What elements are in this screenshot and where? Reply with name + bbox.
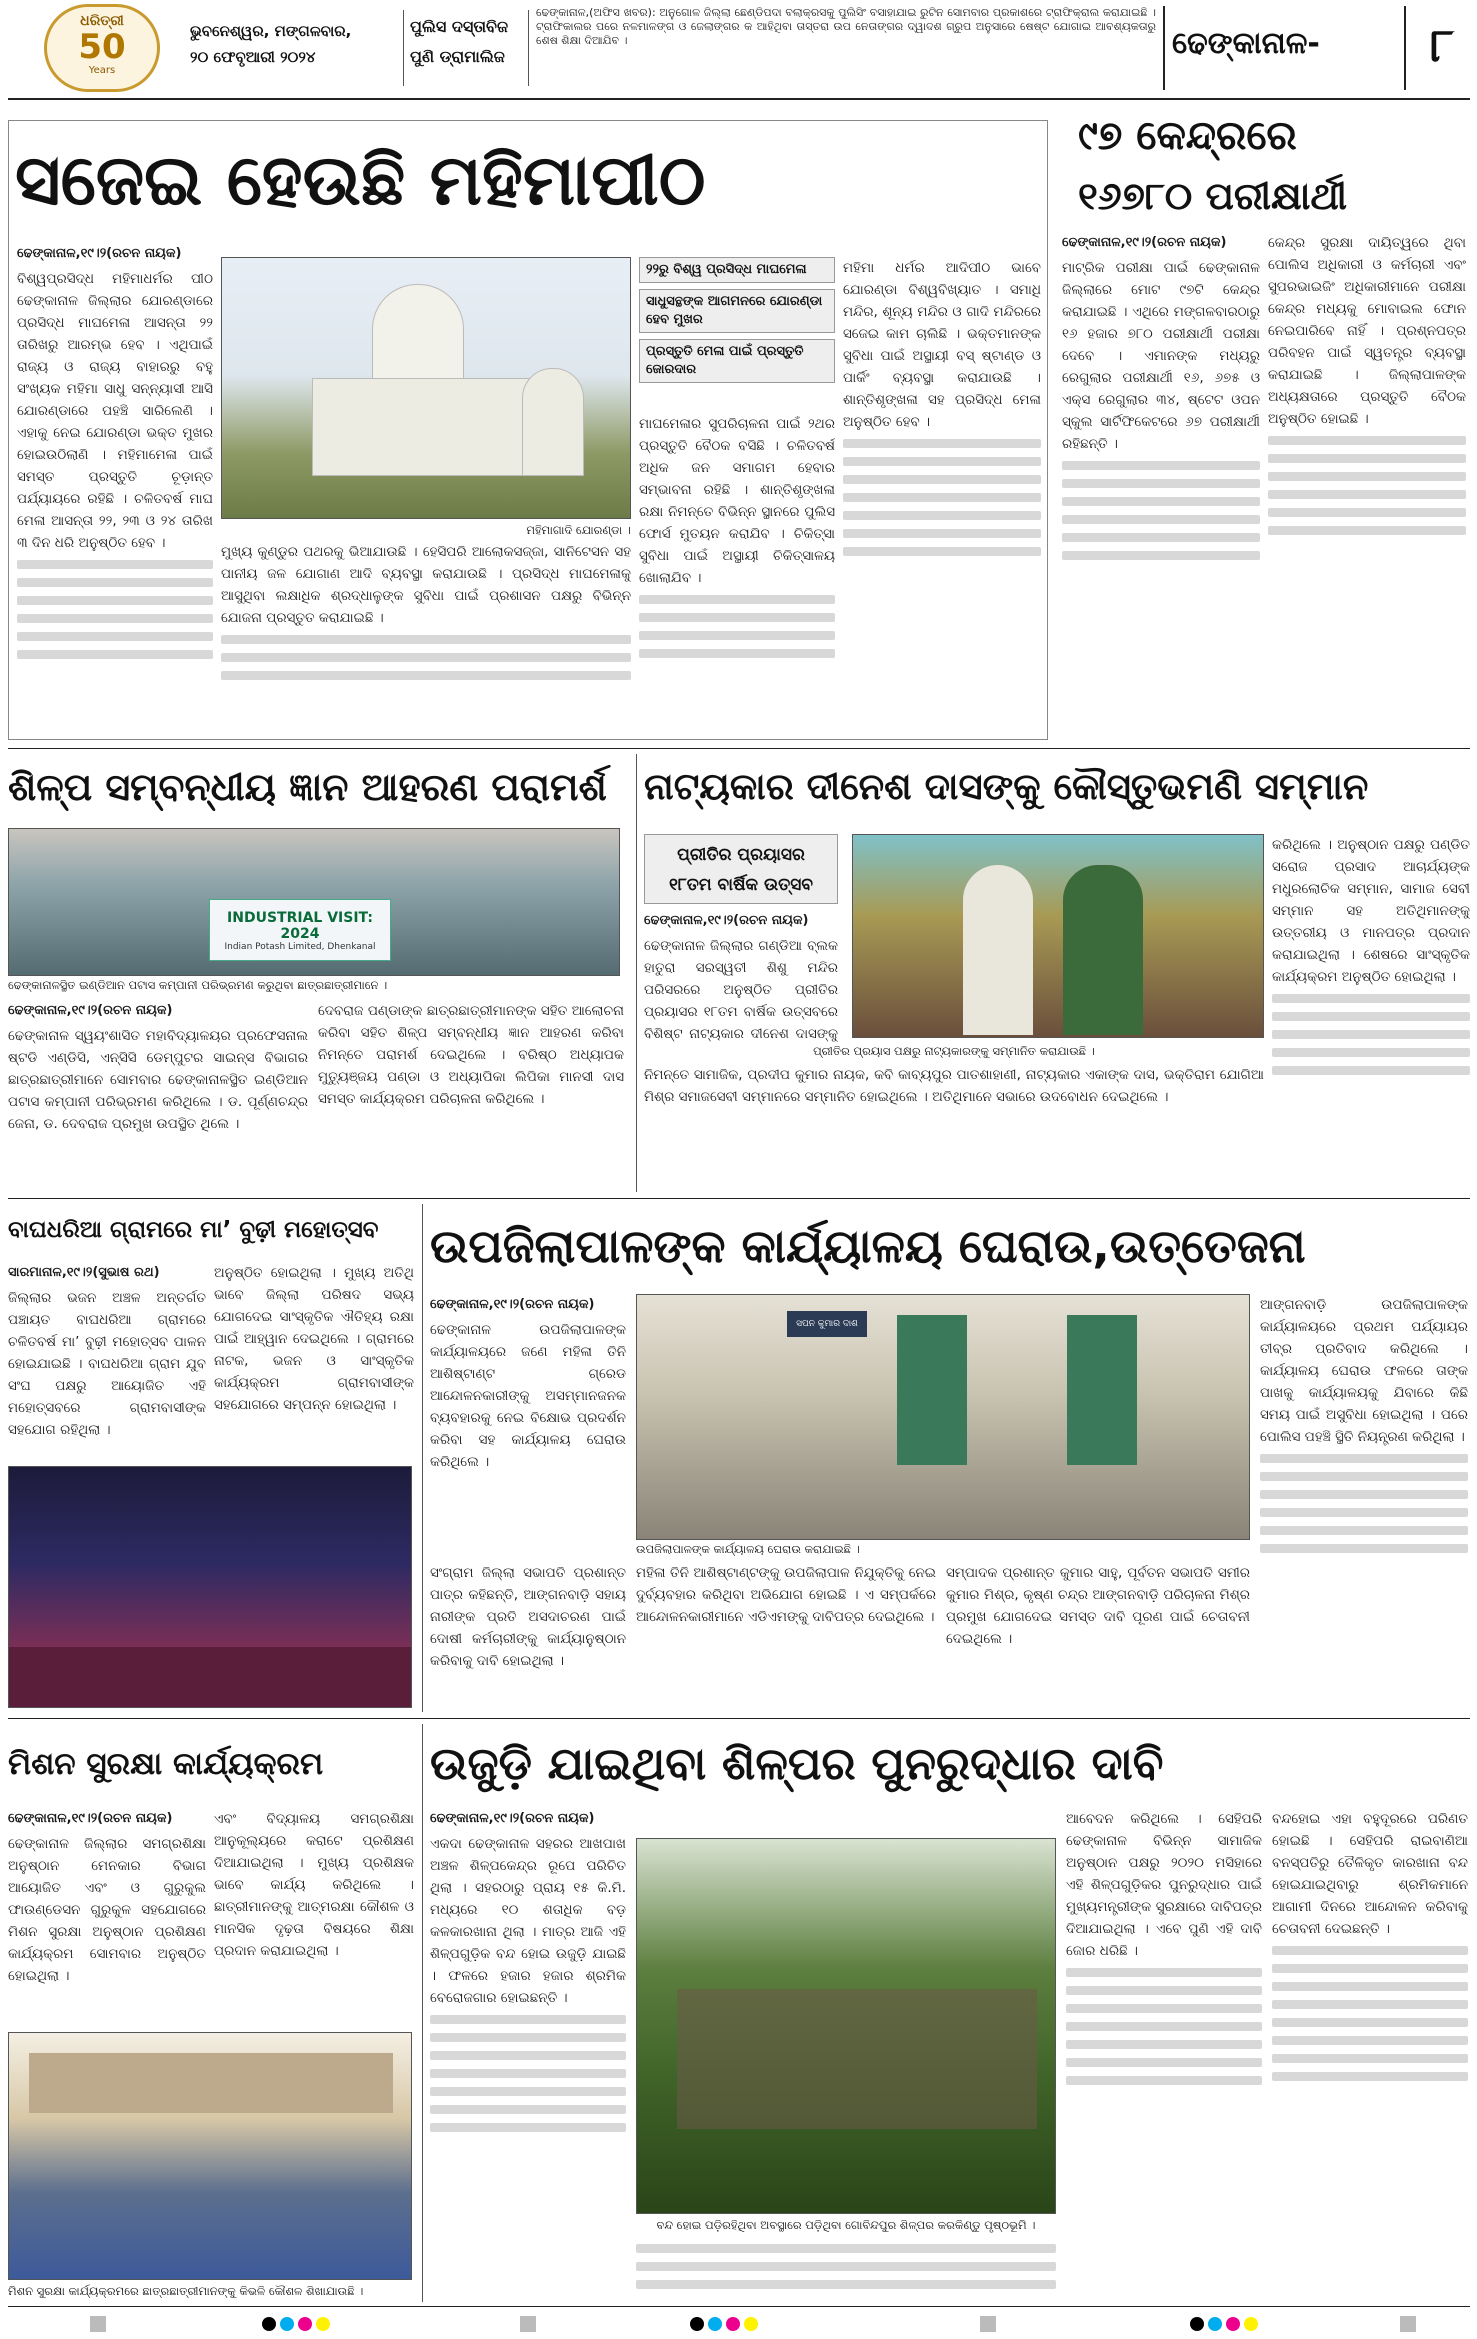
column-rule [422,1724,423,2302]
article-dinesh [644,754,1470,1194]
footer-rule [8,2306,1470,2307]
door-shape [897,1315,967,1465]
teaser-text: ଢେଙ୍କାନାଳ,(ଅଫିସ ଖବର): ଅନୁଗୋଳ ଜିଲ୍ଲା ଛେଣ୍ଡିପଦା ବଲାକ୍ରସକୁ ପୁଲିସିଂ ବସାହାଯାଇ ରୁଟିନ ସୋମବାର ପ୍ରକାଶରେ ଟ୍ରାଫିକ୍ରାଲ କରାଯାଇଛି । ଟ୍ରାଫିକାଲର ପରେ ନଳମାଳଙ୍ଗ ଓ ଜେଲାଙ୍ଗର କ ଆହିଥିବା ତାସ୍ତରା ଉପ ନେତାଙ୍ଗର ଦ୍ୱାଦଶ ଗ୍ରୁପ ଅନୁସାରେ ଷେଷ୍ଟ ଯୋଗାଇ ଆବଶ୍ୟକତାରୁ ଶେଷ ଶିକ୍ଷା ଦିଆଯିବ । [536,6,1156,47]
article-shilpa [430,1724,1470,2304]
column-text: ଆଙ୍ଗନବାଡ଼ି ଉପଜିଲାପାଳଙ୍କ କାର୍ଯ୍ୟାଳୟରେ ପ୍ରଥମ ପର୍ଯ୍ୟାୟର ତୀବ୍ର ପ୍ରତିବାଦ କରିଥିଲେ । କାର୍ଯ୍ୟାଳୟ ଘେରାଉ ଫଳରେ ତାଙ୍କ ପାଖକୁ କାର୍ଯ୍ୟାଳୟକୁ ଯିବାରେ କିଛି ସମୟ ପାଇଁ ଅସୁବିଧା ହୋଇଥିଲା । ପରେ ପୋଲିସ ପହଞ୍ଚି ସ୍ଥିତି ନିୟନ୍ତ୍ରଣ କରିଥିଲା । [1260,1297,1468,1445]
temple-shape [522,368,584,476]
article-column [8,1808,206,2028]
column-text: କେନ୍ଦ୍ର ସୁରକ୍ଷା ଦାୟିତ୍ୱରେ ଥିବା ପୋଲିସ ଅଧିକାରୀ ଓ କର୍ମଚାରୀ ଏବଂ ସୁପରଭାଇଜିଂ ଅଧିକାରୀମାନେ ପରୀକ୍ଷା କେନ୍ଦ୍ର ମଧ୍ୟକୁ ମୋବାଇଲ ଫୋନ ନେଇପାରିବେ ନାହିଁ । ପ୍ରଶ୍ନପତ୍ର ପରିବହନ ପାଇଁ ସ୍ୱତନ୍ତ୍ର ବ୍ୟବସ୍ଥା କରାଯାଇଛି । ଜିଲ୍ଲାପାଳଙ୍କ ଅଧ୍ୟକ୍ଷତାରେ ପ୍ରସ୍ତୁତି ବୈଠକ ଅନୁଷ୍ଠିତ ହୋଇଛି । [1268,235,1466,427]
column-text: ବିଶ୍ୱପ୍ରସିଦ୍ଧ ମହିମାଧର୍ମର ପୀଠ ଢେଙ୍କାନାଳ ଜିଲ୍ଲାର ଯୋରଣ୍ଡାରେ ପ୍ରସିଦ୍ଧ ମାଘମେଳା ଆସନ୍ତା ୨୨ ତାରିଖରୁ ଆରମ୍ଭ ହେବ । ଏଥିପାଇଁ ରାଜ୍ୟ ଓ ରାଜ୍ୟ ବାହାରରୁ ବହୁ ସଂଖ୍ୟକ ମହିମା ସାଧୁ ସନ୍ନ୍ୟାସୀ ଆସି ଯୋରଣ୍ଡାରେ ପହଞ୍ଚି ସାରିଲେଣି । ଏହାକୁ ନେଇ ଯୋରଣ୍ଡା ଭକ୍ତ ମୁଖର ହୋଇଉଠିଲାଣି । ମହିମାମେଳା ପାଇଁ ସମସ୍ତ ପ୍ରସ୍ତୁତି ଚୂଡ଼ାନ୍ତ ପର୍ଯ୍ୟାୟରେ ରହିଛି । ଚଳିତବର୍ଷ ମାଘ ମେଳା ଆସନ୍ତା ୨୨, ୨୩ ଓ ୨୪ ତାରିଖ ୩ ଦିନ ଧରି ଅନୁଷ୍ଠିତ ହେବ । [17,271,213,551]
subhead-line1: ପ୍ରୀତିର ପ୍ରୟାସର [677,845,805,865]
person-shape [1063,865,1143,1035]
column-text: କରିଥିଲେ । ଅନୁଷ୍ଠାନ ପକ୍ଷରୁ ପଣ୍ଡିତ ସରୋଜ ପ୍ରସାଦ ଆଚାର୍ଯ୍ୟଙ୍କ ମଧୁରଲୋଚିକ ସମ୍ମାନ, ସାମାଜ ସେବୀ ସମ୍ମାନ ସହ ଅତିଥିମାନଙ୍କୁ ଉତ୍ତରୀୟ ଓ ମାନପତ୍ର ପ୍ରଦାନ କରାଯାଇଥିଲା । ଶେଷରେ ସାଂସ୍କୃତିକ କାର୍ଯ୍ୟକ୍ରମ ଅନୁଷ୍ଠିତ ହୋଇଥିଲା । [1272,837,1470,985]
column-text: ଆବେଦନ କରିଥିଲେ । ସେହିପରି ଢେଙ୍କାନାଳ ବିଭିନ୍ନ ସାମାଜିକ ଅନୁଷ୍ଠାନ ପକ୍ଷରୁ ୨୦୨୦ ମସିହାରେ ଏହି ଶିଳ୍ପଗୁଡ଼ିକର ପୁନରୁଦ୍ଧାର ପାଇଁ ମୁଖ୍ୟମନ୍ତ୍ରୀଙ୍କ ସୁରକ୍ଷାରେ ଦାବିପତ୍ର ଦିଆଯାଇଥିଲା । ଏବେ ପୁଣି ଏହି ଦାବି ଜୋର ଧରିଛି । [1066,1811,1262,1959]
article-industry [8,754,630,1194]
temple-photo [221,257,631,519]
masthead-rule [8,98,1470,100]
column-text: ଦେବରାଜ ପଣ୍ଡାଙ୍କ ଛାତ୍ରଛାତ୍ରୀମାନଙ୍କ ସହିତ ଆଲୋଚନା କରିବା ସହିତ ଶିଳ୍ପ ସମ୍ବନ୍ଧୀୟ ଜ୍ଞାନ ଆହରଣ କରିବା ନିମନ୍ତେ ପରାମର୍ଶ ଦେଇଥିଲେ । ବରିଷ୍ଠ ଅଧ୍ୟାପକ ମୁତ୍ୟୁଞ୍ଜୟ ପଣ୍ଡା ଓ ଅଧ୍ୟାପିକା ଲିପିକା ମାନସୀ ଦାସ ସମସ୍ତ କାର୍ଯ୍ୟକ୍ରମ ପରିଚାଳନା କରିଥିଲେ । [318,1003,624,1107]
color-dot [298,2317,312,2331]
article-column [843,257,1041,733]
article-column [430,1294,626,1556]
masthead-divider [403,10,404,86]
name-sign [787,1311,867,1337]
article-column [1272,834,1470,1192]
column-rule [636,754,637,1192]
article-column [639,413,835,733]
column-text: ମୁଖ୍ୟ କୁଣ୍ଡୁର ପଥରକୁ ଭିଆଯାଉଛି । ହେସିପରି ଆଲୋକସଜ୍ଜା, ସାନିଟେସନ ସହ ପାନୀୟ ଜଳ ଯୋଗାଣ ଆଦି ବ୍ୟବସ୍ଥା କରାଯାଉଛି । ପ୍ରସିଦ୍ଧ ମାଘମେଳାକୁ ଆସୁଥିବା ଲକ୍ଷାଧିକ ଶ୍ରଦ୍ଧାଳୁଙ୍କ ସୁବିଧା ପାଇଁ ପ୍ରଶାସନ ପକ୍ଷରୁ ବିଭିନ୍ନ ଯୋଜନା ପ୍ରସ୍ତୁତ କରାଯାଇଛି । [221,544,631,626]
article-mission [8,1724,416,2304]
color-dot [262,2317,276,2331]
column-rule [422,1204,423,1712]
column-text: ଢେଙ୍କାନାଳ ଜିଲ୍ଲାର ଗଣ୍ଡିଆ ବ୍ଲକ ହାତୁରା ସରସ୍ୱତୀ ଶିଶୁ ମନ୍ଦିର ପରିସରରେ ଅନୁଷ୍ଠିତ ପ୍ରୀତିର ପ୍ରୟାସର ୧୮ତମ ବାର୍ଷିକ ଉତ୍ସବରେ ବିଶିଷ୍ଟ ନାଟ୍ୟକାର ଦୀନେଶ ଦାସଙ୍କୁ [644,938,838,1042]
headline: ନାଟ୍ୟକାର ଦୀନେଶ ଦାସଙ୍କୁ କୌସ୍ତୁଭମଣି ସମ୍ମାନ [644,765,1369,808]
headline-line2: ୧୬୭୮୦ ପରୀକ୍ଷାର୍ଥୀ [1078,174,1348,218]
subhead-line2: ୧୮ତମ ବାର୍ଷିକ ଉତ୍ସବ [669,875,813,895]
highlight-item: ସାଧୁସନ୍ଥଙ୍କ ଆଗମନରେ ଯୋରଣ୍ଡା ହେବ ମୁଖର [639,289,835,333]
article-column [946,1562,1250,1712]
headline: ସଜେଇ ହେଉଛି ମହିମାପୀଠ [15,139,706,221]
teaser-title-line2: ପୁଣି ଡ୍ରାମାଲିଜ [410,47,505,66]
article-column [214,1808,414,2028]
stage-shape [9,1647,412,1708]
dateline: ଢେଙ୍କାନାଳ,୧୯।୨(ରଚନ ନାୟକ) [1062,235,1227,250]
headline: ବାଘଧରିଆ ଗ୍ରାମରେ ମା’ ବୁଢ଼ୀ ମହୋତ୍ସବ [8,1217,379,1243]
article-column [430,1808,626,2302]
person-shape [963,865,1033,1035]
article-column [221,541,631,735]
logo-years: 50 [78,27,126,67]
headline: ମିଶନ ସୁରକ୍ଷା କାର୍ଯ୍ୟକ୍ରମ [8,1746,324,1782]
registration-block [520,2316,536,2332]
page-number: ୮ [1429,18,1454,72]
highlight-item: ପ୍ରସ୍ତୁତି ମେଳା ପାଇଁ ପ୍ରସ୍ତୁତି ଜୋରଦାର [639,339,835,383]
article-column [644,910,838,1046]
article-budhi [8,1204,416,1714]
building-shape [29,2053,393,2113]
column-text: ଢେଙ୍କାନାଳ ସ୍ୱୟଂଶାସିତ ମହାବିଦ୍ୟାଳୟର ପ୍ରଫେସନାଲ ଷ୍ଟଡି ଏଣ୍ଡିସି, ଏନ୍‌ସିସି ଡେମ୍ପୁଟର ସାଇନ୍ସ ବିଭାଗର ଛାତ୍ରଛାତ୍ରୀମାନେ ସୋମବାର ଢେଙ୍କାନାଳସ୍ଥିତ ଇଣ୍ଡିଆନ ପଟାସ କମ୍ପାନୀ ପରିଭ୍ରମଣ କରିଥିଲେ । ଡ. ପୂର୍ଣ୍ଣଚନ୍ଦ୍ର ଜେନା, ଡ. ଦେବରାଜ ପ୍ରମୁଖ ଉପସ୍ଥିତ ଥିଲେ । [8,1028,308,1132]
article-column [636,1562,936,1712]
headline: ଉପଜିଲାପାଳଙ୍କ କାର୍ଯ୍ୟାଳୟ ଘେରାଉ,ଉତ୍ତେଜନା [430,1219,1306,1273]
article-exam [1058,108,1470,742]
registration-block [980,2316,996,2332]
banner-title: INDUSTRIAL VISIT: 2024 [227,910,373,942]
photo-caption: ଢେଙ୍କାନାଳସ୍ଥିତ ଇଣ୍ଡିଆନ ପଟାସ କମ୍ପାନୀ ପରିଭ୍ରମଣ କରୁଥିବା ଛାତ୍ରଛାତ୍ରୀମାନେ । [8,978,388,992]
section-name: ଢେଙ୍କାନାଳ- [1172,26,1320,61]
color-dot [744,2317,758,2331]
color-dots [1190,2316,1280,2332]
color-dot [316,2317,330,2331]
column-text: ସମ୍ପାଦକ ପ୍ରଶାନ୍ତ କୁମାର ସାହୁ, ପୂର୍ବତନ ସଭାପତି ସମୀର କୁମାର ମିଶ୍ର, କୃଷ୍ଣ ଚନ୍ଦ୍ର ଆଙ୍ଗନବାଡ଼ି ପରିଚାଳନା ମିଶ୍ର ପ୍ରମୁଖ ଯୋଗଦେଇ ସମସ୍ତ ଦାବି ପୂରଣ ପାଇଁ ଚେତାବନୀ ଦେଇଥିଲେ । [946,1565,1250,1647]
column-text: ଢେଙ୍କାନାଳ ଉପଜିଲାପାଳଙ୍କ କାର୍ଯ୍ୟାଳୟରେ ଜଣେ ମହିଳା ତିନି ଆଶିଷ୍ଟାଣ୍ଟ ଗ୍ରେଡ ଆନ୍ଦୋଳନକାରୀଙ୍କୁ ଅସମ୍ମାନଜନକ ବ୍ୟବହାରକୁ ନେଇ ବିକ୍ଷୋଭ ପ୍ରଦର୍ଶନ କରିବା ସହ କାର୍ଯ୍ୟାଳୟ ଘେରାଉ କରିଥିଲେ । [430,1322,626,1470]
color-dot [1226,2317,1240,2331]
headline: ଉଜୁଡ଼ି ଯାଇଥିବା ଶିଳ୍ପର ପୁନରୁଦ୍ଧାର ଦାବି [430,1737,1164,1790]
subhead-box [644,834,838,904]
banner [209,899,391,961]
column-text: ଏକଦା ଢେଙ୍କାନାଳ ସହରର ଆଖପାଖ ଅଞ୍ଚଳ ଶିଳ୍ପକେନ୍ଦ୍ର ରୂପେ ପରିଚିତ ଥିଲା । ସହରଠାରୁ ପ୍ରାୟ ୧୫ କି.ମି. ମଧ୍ୟରେ ୧୦ ଶତାଧିକ ବଡ଼ କଳକାରଖାନା ଥିଲା । ମାତ୍ର ଆଜି ଏହି ଶିଳ୍ପଗୁଡ଼ିକ ବନ୍ଦ ହୋଇ ଉଜୁଡ଼ି ଯାଇଛି । ଫଳରେ ହଜାର ହଜାର ଶ୍ରମିକ ବେରୋଜଗାର ହୋଇଛନ୍ତି । [430,1836,626,2006]
color-dot [1244,2317,1258,2331]
door-shape [1067,1315,1137,1465]
column-text: ମାଟ୍ରିକ ପରୀକ୍ଷା ପାଇଁ ଢେଙ୍କାନାଳ ଜିଲ୍ଲାରେ ମୋଟ ୯୭ଟି କେନ୍ଦ୍ର କରାଯାଇଛି । ଏଥିରେ ମଙ୍ଗଳବାରଠାରୁ ୧୬ ହଜାର ୭୮୦ ପରୀକ୍ଷାର୍ଥୀ ପରୀକ୍ଷା ଦେବେ । ଏମାନଙ୍କ ମଧ୍ୟରୁ ରେଗୁଲାର ପରୀକ୍ଷାର୍ଥୀ ୧୬, ୬୭୫ ଓ ଏକ୍ସ ରେଗୁଲାର ୩୪, ଷ୍ଟେଟ ଓପନ ସ୍କୁଲ ସାର୍ଟିଫିକେଟରେ ୬୭ ପରୀକ୍ଷାର୍ଥୀ ରହିଛନ୍ତି । [1062,260,1260,452]
dateline: ସାରମାନାଳ,୧୯।୨(ସୁଭାଷ ରଥ) [8,1265,160,1280]
dateline: ଢେଙ୍କାନାଳ,୧୯।୨(ରଚନ ନାୟକ) [17,246,182,261]
column-text: ଜିଲ୍ଲାର ଭଜନ ଅଞ୍ଚଳ ଅନ୍ତର୍ଗତ ପଞ୍ଚାୟତ ବାଘଧରିଆ ଗ୍ରାମରେ ଚଳିତବର୍ଷ ମା’ ବୁଢ଼ୀ ମହୋତ୍ସବ ପାଳନ ହୋଇଯାଇଛି । ବାଘଧରିଆ ଗ୍ରାମ ଯୁବ ସଂଘ ପକ୍ଷରୁ ଆୟୋଜିତ ଏହି ମହୋତ୍ସବରେ ଗ୍ରାମବାସୀଙ୍କ ସହଯୋଗ ରହିଥିଲା । [8,1290,206,1438]
date-line [190,18,400,78]
section-rule [8,748,1470,749]
column-text: ବନ୍ଦହୋଇ ଏହା ବହୁଦୂରରେ ପରିଣତ ହୋଇଛି । ସେହିପରି ରାଇବାଣିଆ ବନସ୍ପତିରୁ ତୈଳିକୃତ କାରଖାନା ବନ୍ଦ ହୋଇଯାଇଥିବାରୁ ଶ୍ରମିକମାନେ ଆଗାମୀ ଦିନରେ ଆନ୍ଦୋଳନ କରିବାକୁ ଚେତାବନୀ ଦେଇଛନ୍ତି । [1272,1811,1468,1937]
color-dot [1208,2317,1222,2331]
ruin-wall [677,1989,1037,2129]
color-dots [262,2316,352,2332]
protest-photo [636,1294,1250,1540]
column-text: ନିମନ୍ତେ ସାମାଜିକ, ପ୍ରଦୀପ କୁମାର ନାୟକ, କବି କାବ୍ୟପୁର ପାତଶାହାଣୀ, ନାଟ୍ୟକାର ଏକାଙ୍କ ଦାସ, ଭକ୍ତିରାମ ଯୋଗିଆ ମିଶ୍ର ସମାଜସେବୀ ସମ୍ମାନରେ ସମ୍ମାନିତ ହୋଇଥିଲେ । ଅତିଥିମାନେ ସଭାରେ ଉଦବୋଧନ ଦେଇଥିଲେ । [644,1067,1264,1105]
article-column [8,1000,308,1192]
ruins-photo [636,1838,1056,2214]
section-rule [8,1198,1470,1199]
masthead-divider [1163,6,1165,90]
teaser-title [410,12,522,84]
article-column [1268,232,1466,738]
photo-caption: ପ୍ରୀତିର ପ୍ରୟାସ ପକ୍ଷରୁ ନାଟ୍ୟକାରଙ୍କୁ ସମ୍ମାନିତ କରାଯାଉଛି । [813,1044,1095,1058]
award-photo [852,834,1264,1038]
logo-text: ଧରିତ୍ରୀ [80,13,124,29]
section-rule [8,1718,1470,1719]
article-column [1066,1808,1262,2302]
footer-marks [0,2312,1477,2336]
article-column [17,243,213,733]
masthead-divider [1404,6,1406,90]
masthead [0,0,1477,96]
masthead-divider [528,10,529,86]
teaser-title-line1: ପୁଲିସ ଦସ୍ତାବିଜ [410,17,509,36]
dateline: ଢେଙ୍କାନାଳ,୧୯।୨(ରଚନ ନାୟକ) [430,1811,595,1826]
color-dot [280,2317,294,2331]
date-weekday: ଭୁବନେଶ୍ୱର, ମଙ୍ଗଳବାର, [190,22,352,40]
headline: ଶିଳ୍ପ ସମ୍ବନ୍ଧୀୟ ଜ୍ଞାନ ଆହରଣ ପରାମର୍ଶ [8,765,607,809]
column-text: ମହିମା ଧର୍ମର ଆଦିପୀଠ ଭାବେ ଯୋରଣ୍ଡା ବିଶ୍ୱବିଖ୍ୟାତ । ସମାଧି ମନ୍ଦିର, ଶୂନ୍ୟ ମନ୍ଦିର ଓ ଗାଦି ମନ୍ଦିରରେ ସଜେଇ କାମ ଚାଲିଛି । ଭକ୍ତମାନଙ୍କ ସୁବିଧା ପାଇଁ ଅସ୍ଥାୟୀ ବସ୍ ଷ୍ଟାଣ୍ଡ ଓ ପାର୍କିଂ ବ୍ୟବସ୍ଥା କରାଯାଉଛି । ଶାନ୍ତିଶୃଙ୍ଖଳା ସହ ପ୍ରସିଦ୍ଧ ମେଳା ଅନୁଷ୍ଠିତ ହେବ । [843,260,1041,430]
photo-caption: ବନ୍ଦ ହୋଇ ପଡ଼ିରହିଥିବା ଅବସ୍ଥାରେ ପଡ଼ିଥିବା ଗୋବିନ୍ଦପୁର ଶିଳ୍ପର କରକିଣ୍ଡୁ ପୃଷ୍ଠଭୂମି । [656,2218,1036,2232]
column-text: ସଂଗ୍ରାମ ଜିଲ୍ଲା ସଭାପତି ପ୍ରଶାନ୍ତ ପାତ୍ର କହିଛନ୍ତି, ଆଙ୍ଗନବାଡ଼ି ସହାୟ ନାରୀଙ୍କ ପ୍ରତି ଅସଦାଚରଣ ପାଇଁ ଦୋଷୀ କର୍ମଚାରୀଙ୍କୁ କାର୍ଯ୍ୟାନୁଷ୍ଠାନ କରିବାକୁ ଦାବି ହୋଇଥିଲା । [430,1565,626,1669]
registration-block [1400,2316,1416,2332]
column-text: ମାଘମେଳାର ସୁପରିଚାଳନା ପାଇଁ ୨ଥର ପ୍ରସ୍ତୁତି ବୈଠକ ବସିଛି । ଚଳିତବର୍ଷ ଅଧିକ ଜନ ସମାଗମ ହେବାର ସମ୍ଭାବନା ରହିଛି । ଶାନ୍ତିଶୃଙ୍ଖଳା ରକ୍ଷା ନିମନ୍ତେ ବିଭିନ୍ନ ସ୍ଥାନରେ ପୁଲିସ ଫୋର୍ସ ମୁତୟନ କରାଯିବ । ଚିକିତ୍ସା ସୁବିଧା ପାଇଁ ଅସ୍ଥାୟୀ ଚିକିତ୍ସାଳୟ ଖୋଲାଯିବ । [639,416,835,586]
headline-line1: ୯୭ କେନ୍ଦ୍ରରେ [1078,113,1297,159]
color-dot [690,2317,704,2331]
article-column [1260,1294,1468,1712]
banner-sub: Indian Potash Limited, Dhenkanal [224,942,376,952]
column-text: ଏବଂ ବିଦ୍ୟାଳୟ ସମଗ୍ରଶିକ୍ଷା ଆନୁକୂଲ୍ୟରେ କରାଟେ ପ୍ରଶିକ୍ଷଣ ଦିଆଯାଇଥିଲା । ମୁଖ୍ୟ ପ୍ରଶିକ୍ଷକ ଭାବେ କାର୍ଯ୍ୟ କରିଥିଲେ । ଛାତ୍ରୀମାନଙ୍କୁ ଆତ୍ମରକ୍ଷା କୌଶଳ ଓ ମାନସିକ ଦୃଢ଼ତା ବିଷୟରେ ଶିକ୍ଷା ପ୍ରଦାନ କରାଯାଇଥିଲା । [214,1811,414,1959]
color-dot [708,2317,722,2331]
dateline: ଢେଙ୍କାନାଳ,୧୯।୨(ରଚନ ନାୟକ) [8,1003,173,1018]
dateline: ଢେଙ୍କାନାଳ,୧୯।୨(ରଚନ ନାୟକ) [644,913,809,928]
name-sign-text: ସପନ କୁମାର ଦାଶ [796,1319,858,1329]
photo-caption: ଉପଜିଲାପାଳଙ୍କ କାର୍ଯ୍ୟାଳୟ ଘେରାଉ କରାଯାଇଛି । [636,1542,860,1556]
photo-caption: ମହିମାଗାଦି ଯୋରଣ୍ଡା । [526,523,631,537]
column-text: ମହିଳା ତିନି ଆଶିଷ୍ଟାଣ୍ଟଙ୍କୁ ଉପଜିଲାପାଳ ନିଯୁକ୍ତିକୁ ନେଇ ଦୁର୍ବ୍ୟବହାର କରିଥିବା ଅଭିଯୋଗ ହୋଇଛି । ଏ ସମ୍ପର୍କରେ ଆନ୍ଦୋଳନକାରୀମାନେ ଏଡିଏମଙ୍କୁ ଦାବିପତ୍ର ଦେଇଥିଲେ । [636,1565,936,1625]
registration-block [90,2316,106,2332]
temple-shape [312,378,544,476]
column-text: ଢେଙ୍କାନାଳ ଜିଲ୍ଲାର ସମଗ୍ରଶିକ୍ଷା ଅନୁଷ୍ଠାନ ମେନକାର ବିଭାଗ ଆୟୋଜିତ ଏବଂ ଓ ଗୁରୁକୁଲ ଫାଉଣ୍ଡେସନ ଗୁରୁକୁଳ ସହଯୋଗରେ ମିଶନ ସୁରକ୍ଷା ଅନୁଷ୍ଠାନ ପ୍ରଶିକ୍ଷଣ କାର୍ଯ୍ୟକ୍ରମ ସୋମବାର ଅନୁଷ୍ଠିତ ହୋଇଥିଲା । [8,1836,206,1984]
color-dot [726,2317,740,2331]
logo-years-label: Years [88,65,116,76]
students-photo [8,828,620,976]
article-column [636,2238,1056,2302]
highlights-box [639,257,835,407]
article-mahima [8,120,1048,740]
dateline: ଢେଙ୍କାନାଳ,୧୯।୨(ରଚନ ନାୟକ) [430,1297,595,1312]
logo [44,4,160,92]
dateline: ଢେଙ୍କାନାଳ,୧୯।୨(ରଚନ ନାୟକ) [8,1811,173,1826]
article-column [1272,1808,1468,2302]
article-gherao [430,1204,1470,1714]
color-dots [690,2316,780,2332]
festival-photo [8,1466,412,1708]
column-text: ଅନୁଷ୍ଠିତ ହୋଇଥିଲା । ମୁଖ୍ୟ ଅତିଥି ଭାବେ ଜିଲ୍ଲା ପରିଷଦ ସଭ୍ୟ ଯୋଗଦେଇ ସାଂସ୍କୃତିକ ଐତିହ୍ୟ ରକ୍ଷା ପାଇଁ ଆହ୍ୱାନ ଦେଇଥିଲେ । ଗ୍ରାମରେ ନାଟକ, ଭଜନ ଓ ସାଂସ୍କୃତିକ କାର୍ଯ୍ୟକ୍ରମ ଗ୍ରାମବାସୀଙ୍କ ସହଯୋଗରେ ସମ୍ପନ୍ନ ହୋଇଥିଲା । [214,1265,414,1413]
date-date: ୨୦ ଫେବୃଆରୀ ୨୦୨୪ [190,48,316,66]
photo-caption: ମିଶନ ସୁରକ୍ଷା କାର୍ଯ୍ୟକ୍ରମରେ ଛାତ୍ରଛାତ୍ରୀମାନଙ୍କୁ କିଭଳି କୌଶଳ ଶିଖାଯାଉଛି । [8,2284,364,2298]
article-column [8,1262,206,1438]
color-dot [1190,2317,1204,2331]
highlight-item: ୨୨ରୁ ବିଶ୍ୱ ପ୍ରସିଦ୍ଧ ମାଘମେଳା [639,257,835,283]
students-photo [8,2032,412,2280]
article-column [214,1262,414,1438]
article-column [1062,232,1260,738]
article-column [644,1064,1264,1192]
article-column [318,1000,624,1192]
article-column [430,1562,626,1712]
